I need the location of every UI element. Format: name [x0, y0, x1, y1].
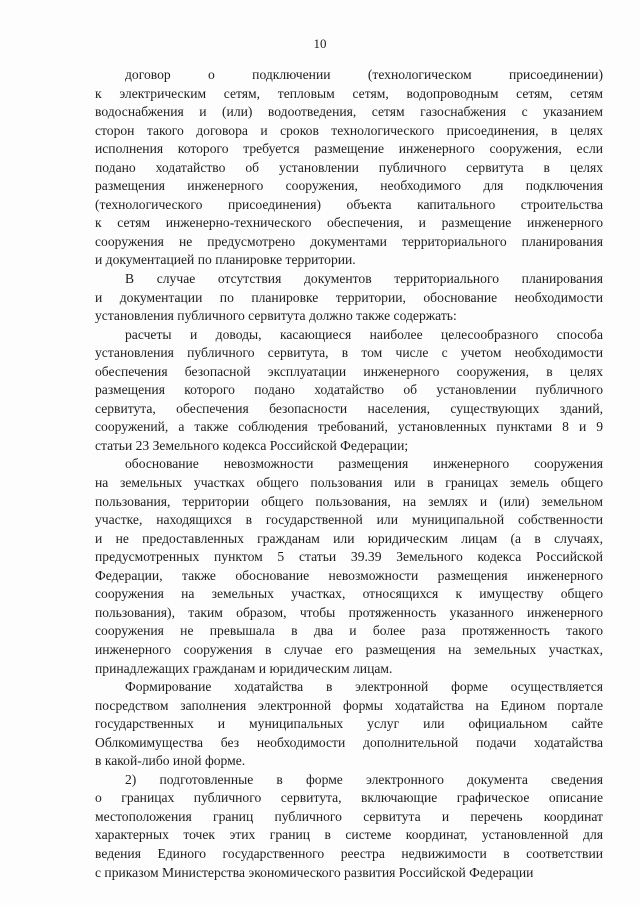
text-line: посредством заполнения электронной формы ходатайства на Едином портале: [95, 697, 603, 713]
text-line: о границах публичного сервитута, включающие графическое описание: [95, 790, 603, 806]
text-line: сооружения на земельных участках, относящихся к имуществу общего: [95, 586, 603, 602]
text-line: ведения Единого государственного реестра недвижимости в соответствии: [95, 845, 603, 861]
page-number: 10: [313, 36, 327, 51]
text-line: к сетям инженерно-технического обеспечения, и размещение инженерного: [95, 215, 603, 231]
text-line: в какой-либо иной форме.: [95, 753, 246, 769]
text-line: обеспечения безопасной эксплуатации инженерного сооружения, в целях: [95, 363, 603, 379]
text-line: сооружения не превышала в два и более раза протяженность такого: [95, 623, 603, 639]
text-line: сервитута, обеспечения безопасности населения, существующих зданий,: [95, 400, 603, 416]
text-line: с приказом Министерства экономического развития Российской Федерации: [95, 864, 534, 880]
text-line: (технологического присоединения) объекта капитального строительства: [95, 196, 603, 212]
text-line: исполнения которого требуется размещение инженерного сооружения, если: [95, 141, 603, 157]
text-line: сооружений, а также соблюдения требований, установленных пунктами 8 и 9: [95, 419, 603, 435]
text-line: статьи 23 Земельного кодекса Российской Федерации;: [95, 437, 409, 453]
text-line: расчеты и доводы, касающиеся наиболее целесообразного способа: [125, 326, 603, 342]
paragraph: [95, 66, 603, 270]
text-line: установления публичного сервитута, в том числе с учетом необходимости: [95, 345, 603, 361]
paragraph: [95, 771, 603, 882]
text-line: сторон такого договора и сроков технологического присоединения, в целях: [95, 122, 603, 138]
text-line: Облкомимущества без необходимости дополнительной подачи ходатайства: [95, 734, 603, 750]
text-line: договор о подключении (технологическом присоединении): [125, 67, 603, 82]
paragraph: [95, 326, 603, 456]
text-line: местоположения границ публичного сервитута и перечень координат: [95, 808, 603, 824]
text-line: участке, находящихся в государственной или муниципальной собственности: [95, 512, 603, 528]
text-line: к электрическим сетям, тепловым сетям, водопроводным сетям, сетям: [95, 85, 603, 101]
text-line: сооружения не предусмотрено документами территориального планирования: [95, 233, 603, 249]
text-line: и документации по планировке территории, обоснование необходимости: [95, 289, 603, 305]
paragraph: [95, 455, 603, 678]
text-line: и не предоставленных гражданам или юридическим лицам (а в случаях,: [95, 530, 603, 546]
text-line: подано ходатайство об установлении публичного сервитута в целях: [95, 159, 603, 175]
text-line: пользования), таким образом, чтобы протяженность указанного инженерного: [95, 604, 603, 620]
text-line: В случае отсутствия документов территориального планирования: [125, 271, 603, 287]
text-line: и документацией по планировке территории.: [95, 252, 356, 268]
text-line: инженерного сооружения в случае его размещения на земельных участках,: [95, 641, 603, 657]
text-line: размещения которого подано ходатайство об установлении публичного: [95, 382, 603, 398]
text-line: Федерации, также обоснование невозможности размещения инженерного: [95, 567, 603, 583]
text-line: принадлежащих гражданам и юридическим лицам.: [95, 660, 393, 676]
paragraph: [95, 270, 603, 326]
document-body: [95, 66, 603, 882]
text-line: 2) подготовленные в форме электронного документа сведения: [125, 771, 603, 787]
paragraph: [95, 678, 603, 771]
text-line: обоснование невозможности размещения инженерного сооружения: [125, 456, 603, 472]
text-line: размещения инженерного сооружения, необходимого для подключения: [95, 178, 603, 194]
text-line: на земельных участках общего пользования или в границах земель общего: [95, 475, 603, 491]
text-line: водоснабжения и (или) водоотведения, сетям газоснабжения с указанием: [95, 104, 603, 120]
text-line: Формирование ходатайства в электронной форме осуществляется: [125, 679, 603, 695]
text-line: характерных точек этих границ в системе координат, установленной для: [95, 827, 603, 843]
text-line: предусмотренных пунктом 5 статьи 39.39 Земельного кодекса Российской: [95, 549, 603, 565]
text-line: государственных и муниципальных услуг или официальном сайте: [95, 716, 603, 732]
text-line: установления публичного сервитута должно также содержать:: [95, 308, 457, 324]
text-line: пользования, территории общего пользования, на землях и (или) земельном: [95, 493, 603, 509]
